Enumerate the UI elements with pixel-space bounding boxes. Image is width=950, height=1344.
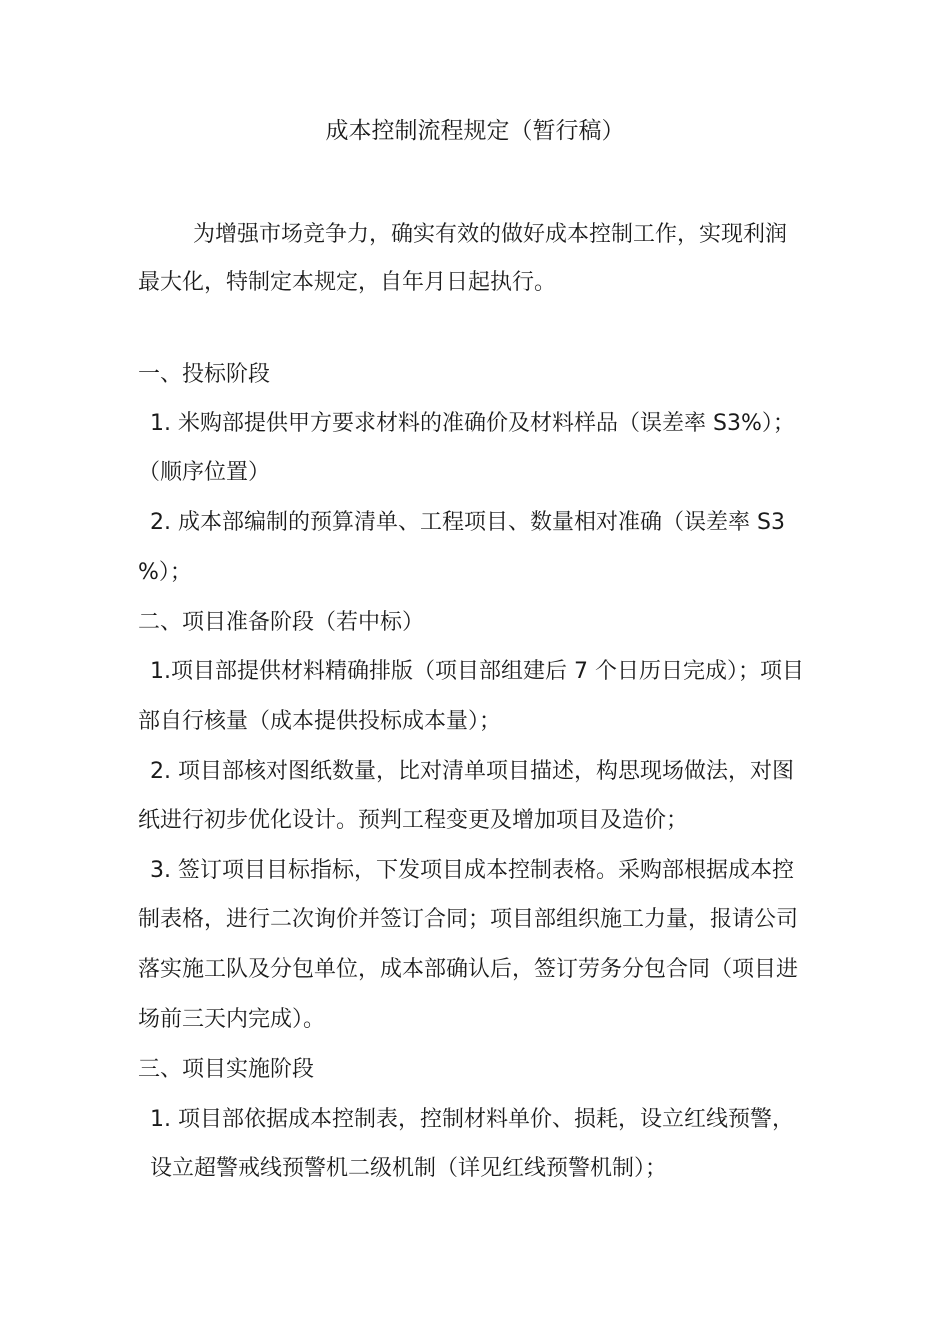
- section-heading-bidding: 一、投标阶段: [138, 362, 271, 387]
- section2-line-2: 部自行核量（成本提供投标成本量）；: [138, 709, 502, 734]
- section3-line-2: 设立超警戒线预警机二级机制（详见红线预警机制）；: [150, 1156, 668, 1181]
- section1-line-3: 2. 成本部编制的预算清单、工程项目、数量相对准确（误差率 S3: [150, 510, 785, 535]
- section2-line-1: 1.项目部提供材料精确排版（项目部组建后 7 个日历日完成）；项目: [150, 659, 804, 684]
- section2-line-4: 纸进行初步优化设计。预判工程变更及增加项目及造价；: [138, 808, 689, 833]
- section1-line-1: 1. 米购部提供甲方要求材料的准确价及材料样品（误差率 S3%）；: [150, 411, 795, 436]
- section1-line-2: （顺序位置）: [138, 460, 271, 485]
- section2-line-3: 2. 项目部核对图纸数量，比对清单项目描述，构思现场做法，对图: [150, 759, 794, 784]
- section-heading-implementation: 三、项目实施阶段: [138, 1057, 315, 1082]
- section2-line-5: 3. 签订项目目标指标，下发项目成本控制表格。采购部根据成本控: [150, 858, 794, 883]
- intro-line-1: 为增强市场竞争力，确实有效的做好成本控制工作，实现利润: [193, 222, 788, 247]
- section-heading-preparation: 二、项目准备阶段（若中标）: [138, 610, 425, 635]
- section2-line-7: 落实施工队及分包单位，成本部确认后，签订劳务分包合同（项目进: [138, 957, 799, 982]
- document-title: 成本控制流程规定（暂行稿）: [325, 118, 625, 144]
- section2-line-8: 场前三天内完成）。: [138, 1007, 326, 1032]
- section2-line-6: 制表格，进行二次询价并签订合同；项目部组织施工力量，报请公司: [138, 907, 799, 932]
- section3-line-1: 1. 项目部依据成本控制表，控制材料单价、损耗，设立红线预警，: [150, 1107, 794, 1132]
- section1-line-4: %）；: [138, 560, 192, 585]
- intro-line-2: 最大化，特制定本规定，自年月日起执行。: [138, 270, 557, 295]
